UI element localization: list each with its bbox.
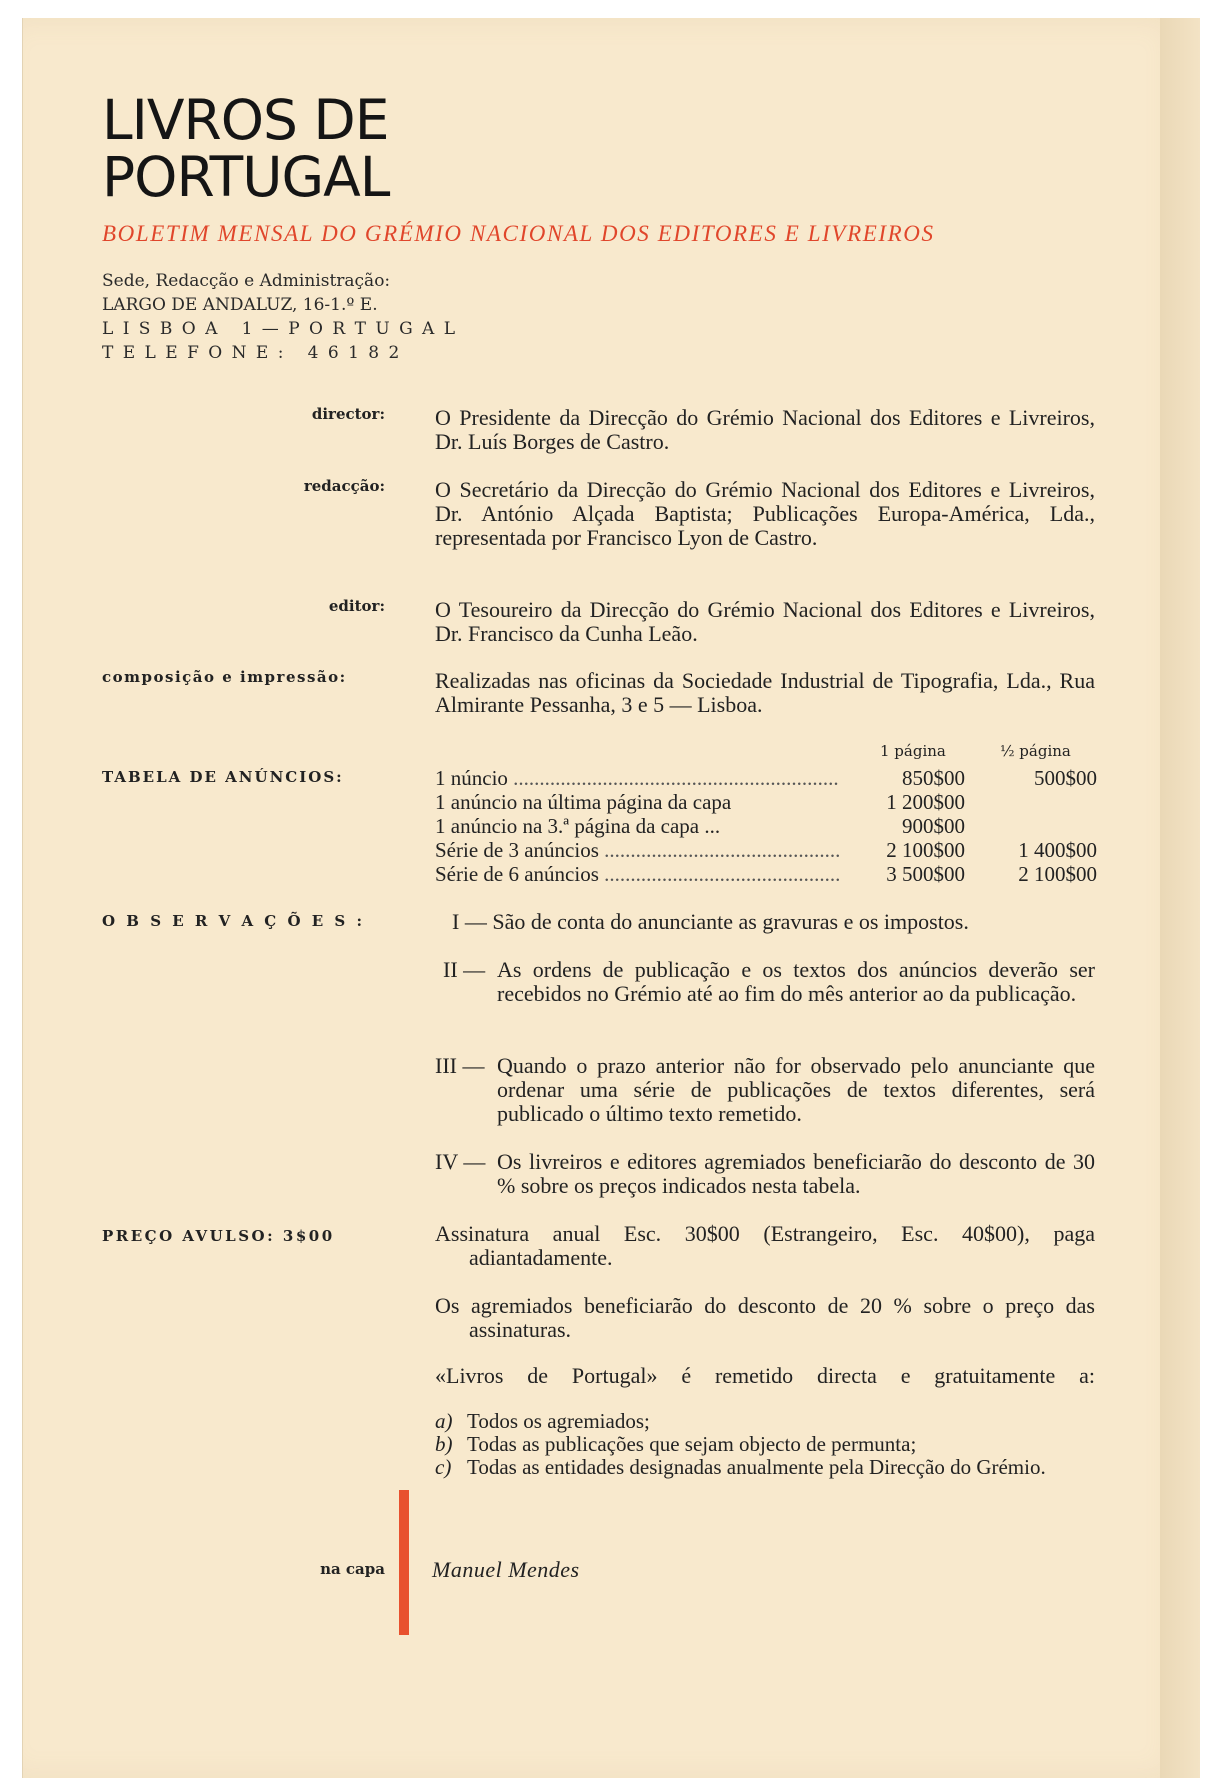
- list-item: [435, 1433, 1095, 1456]
- obs-num: III —: [435, 1053, 485, 1078]
- preco-label: PREÇO AVULSO: 3$00: [102, 1227, 335, 1245]
- title-line-1: LIVROS DE: [102, 88, 389, 152]
- obs-item-2: [443, 958, 1095, 1006]
- ad-price-full: 2 100$00: [886, 838, 965, 862]
- page-title: [102, 88, 390, 209]
- list-item: [435, 1410, 1095, 1433]
- obs-text: Quando o prazo anterior não for observado pelo anunciante que ordenar uma série de publicações de textos diferentes, será publicado o último texto remetido.: [497, 1053, 1095, 1126]
- table-row: [435, 838, 1097, 862]
- obs-item-3: [435, 1054, 1095, 1126]
- table-row: [435, 790, 1097, 814]
- obs-text: As ordens de publicação e os textos dos anúncios deverão ser recebidos no Grémio até ao fim do mês anterior ao da publicação.: [497, 957, 1095, 1006]
- ad-desc: 1 anúncio na 3.ª página da capa ...: [435, 814, 721, 838]
- director-text: O Presidente da Direcção do Grémio Nacional dos Editores e Livreiros, Dr. Luís Borges de Castro.: [435, 405, 1095, 454]
- ad-desc: 1 anúncio na última página da capa: [435, 790, 732, 814]
- editor-text: O Tesoureiro da Direcção do Grémio Nacional dos Editores e Livreiros, Dr. Francisco da Cunha Leão.: [435, 597, 1095, 646]
- ad-desc: Série de 6 anúncios .....: [435, 862, 840, 886]
- col-header-meia-pagina: ½ página: [1000, 742, 1071, 760]
- address-line-3: L I S B O A 1 — P O R T U G A L: [102, 319, 458, 339]
- list-item: [435, 1456, 1095, 1479]
- remetido-text: «Livros de Portugal» é remetido directa e gratuitamente a:: [435, 1363, 1095, 1388]
- ad-price-full: 1 200$00: [886, 790, 965, 814]
- obs-item-1: [452, 910, 1092, 934]
- ad-price-full: 3 500$00: [886, 862, 965, 886]
- ad-price-full: 900$00: [902, 814, 965, 838]
- table-row: [435, 862, 1097, 886]
- assinatura-text: Assinatura anual Esc. 30$00 (Estrangeiro, Esc. 40$00), paga adiantadamente.: [435, 1221, 1095, 1270]
- address-line-4: T E L E F O N E : 4 6 1 8 2: [102, 343, 402, 363]
- list-text: Todas as entidades designadas anualmente pela Direcção do Grémio.: [467, 1455, 1046, 1479]
- ad-desc: 1 núncio .....: [435, 766, 840, 790]
- redaccao-label: redacção:: [303, 477, 385, 495]
- obs-item-4: [435, 1150, 1095, 1198]
- title-line-2: PORTUGAL: [102, 145, 390, 209]
- obs-num: II —: [443, 957, 486, 982]
- editor-label: editor:: [328, 597, 385, 615]
- redaccao-text: O Secretário da Direcção do Grémio Nacional dos Editores e Livreiros, Dr. António Alçada Baptista; Publicações Europa-América, Lda., representada por Francisco Lyon de Castro.: [435, 477, 1095, 550]
- col-header-1-pagina: 1 página: [880, 742, 946, 760]
- obs-text: São de conta do anunciante as gravuras e os impostos.: [492, 909, 969, 934]
- ad-price-half: 500$00: [1034, 766, 1097, 790]
- composicao-text: Realizadas nas oficinas da Sociedade Industrial de Tipografia, Lda., Rua Almirante Pessanha, 3 e 5 — Lisboa.: [435, 668, 1095, 717]
- address-line-2: LARGO DE ANDALUZ, 16-1.º E.: [102, 295, 378, 315]
- obs-num: IV —: [435, 1149, 486, 1174]
- ads-table: [435, 766, 1097, 886]
- list-mark: c): [435, 1455, 452, 1479]
- ad-price-half: 2 100$00: [1018, 862, 1097, 886]
- ads-label: TABELA DE ANÚNCIOS:: [102, 768, 344, 786]
- director-label: director:: [311, 405, 385, 423]
- page-fold: [1160, 18, 1200, 1778]
- ad-desc: Série de 3 anúncios .....: [435, 838, 840, 862]
- address-line-1: Sede, Redacção e Administração:: [102, 271, 391, 291]
- accent-bar: [399, 1490, 409, 1635]
- recipient-list: [435, 1410, 1095, 1479]
- ad-price-half: 1 400$00: [1018, 838, 1097, 862]
- capa-artist-name: Manuel Mendes: [432, 1557, 580, 1582]
- list-mark: a): [435, 1409, 453, 1433]
- list-text: Todos os agremiados;: [467, 1409, 650, 1433]
- list-mark: b): [435, 1432, 453, 1456]
- table-row: [435, 814, 1097, 838]
- composicao-label: composição e impressão:: [102, 668, 347, 686]
- table-row: [435, 766, 1097, 790]
- ad-price-full: 850$00: [902, 766, 965, 790]
- observacoes-label: O B S E R V A Ç Õ E S :: [102, 912, 366, 930]
- list-text: Todas as publicações que sejam objecto de permunta;: [467, 1432, 917, 1456]
- subtitle: BOLETIM MENSAL DO GRÉMIO NACIONAL DOS EDITORES E LIVREIROS: [102, 221, 935, 246]
- desconto-text: Os agremiados beneficiarão do desconto de 20 % sobre o preço das assinaturas.: [435, 1293, 1095, 1342]
- obs-text: Os livreiros e editores agremiados beneficiarão do desconto de 30 % sobre os preços indicados nesta tabela.: [497, 1149, 1095, 1198]
- capa-label: na capa: [320, 1560, 385, 1578]
- obs-num: I —: [452, 909, 487, 934]
